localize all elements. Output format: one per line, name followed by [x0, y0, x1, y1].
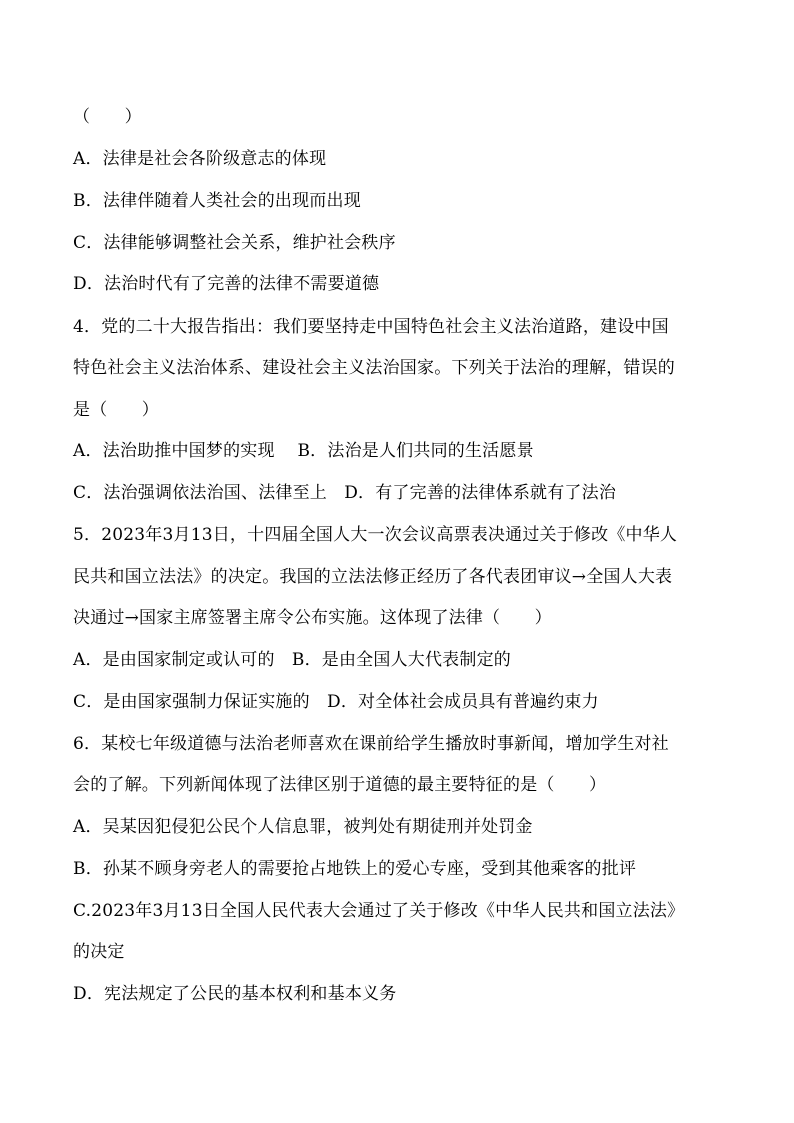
question-5-stem-line-2: 民共和国立法法》的决定。我国的立法法修正经历了各代表团审议→全国人大表 [73, 567, 673, 587]
question-4-stem-line-2: 特色社会主义法治体系、建设社会主义法治国家。下列关于法治的理解，错误的 [73, 358, 675, 378]
question-6-option-a: A．吴某因犯侵犯公民个人信息罪，被判处有期徒刑并处罚金 [73, 817, 533, 837]
question-6-option-b: B．孙某不顾身旁老人的需要抢占地铁上的爱心专座，受到其他乘客的批评 [73, 859, 637, 879]
question-5-stem-line-3: 决通过→国家主席签署主席令公布实施。这体现了法律（ ） [73, 608, 552, 628]
question-5-options-ab: A．是由国家制定或认可的 B．是由全国人大代表制定的 [73, 650, 511, 670]
question-4-stem-line-3: 是（ ） [73, 400, 159, 420]
question-4-options-cd: C．法治强调依法治国、法律至上 D．有了完善的法律体系就有了法治 [73, 483, 617, 503]
question-6-option-c-line-1: C.2023年3月13日全国人民代表大会通过了关于修改《中华人民共和国立法法》 [73, 901, 685, 921]
question-5-stem-line-1: 5．2023年3月13日，十四届全国人大一次会议高票表决通过关于修改《中华人 [73, 525, 678, 545]
question-3-answer-bracket: （ ） [73, 107, 142, 127]
question-4-stem-line-1: 4．党的二十大报告指出：我们要坚持走中国特色社会主义法治道路，建设中国 [73, 317, 669, 337]
question-3-option-b: B．法律伴随着人类社会的出现而出现 [73, 191, 361, 211]
question-3-option-d: D．法治时代有了完善的法律不需要道德 [73, 274, 380, 294]
question-3-option-a: A．法律是社会各阶级意志的体现 [73, 149, 327, 169]
question-6-stem-line-2: 会的了解。下列新闻体现了法律区别于道德的最主要特征的是（ ） [73, 775, 607, 795]
question-6-option-c-line-2: 的决定 [73, 942, 125, 962]
question-6-stem-line-1: 6．某校七年级道德与法治老师喜欢在课前给学生播放时事新闻，增加学生对社 [73, 734, 669, 754]
question-4-options-ab: A．法治助推中国梦的实现 B．法治是人们共同的生活愿景 [73, 441, 534, 461]
question-3-option-c: C．法律能够调整社会关系，维护社会秩序 [73, 233, 396, 253]
question-6-option-d: D．宪法规定了公民的基本权利和基本义务 [73, 984, 397, 1004]
question-5-options-cd: C．是由国家强制力保证实施的 D．对全体社会成员具有普遍约束力 [73, 692, 599, 712]
